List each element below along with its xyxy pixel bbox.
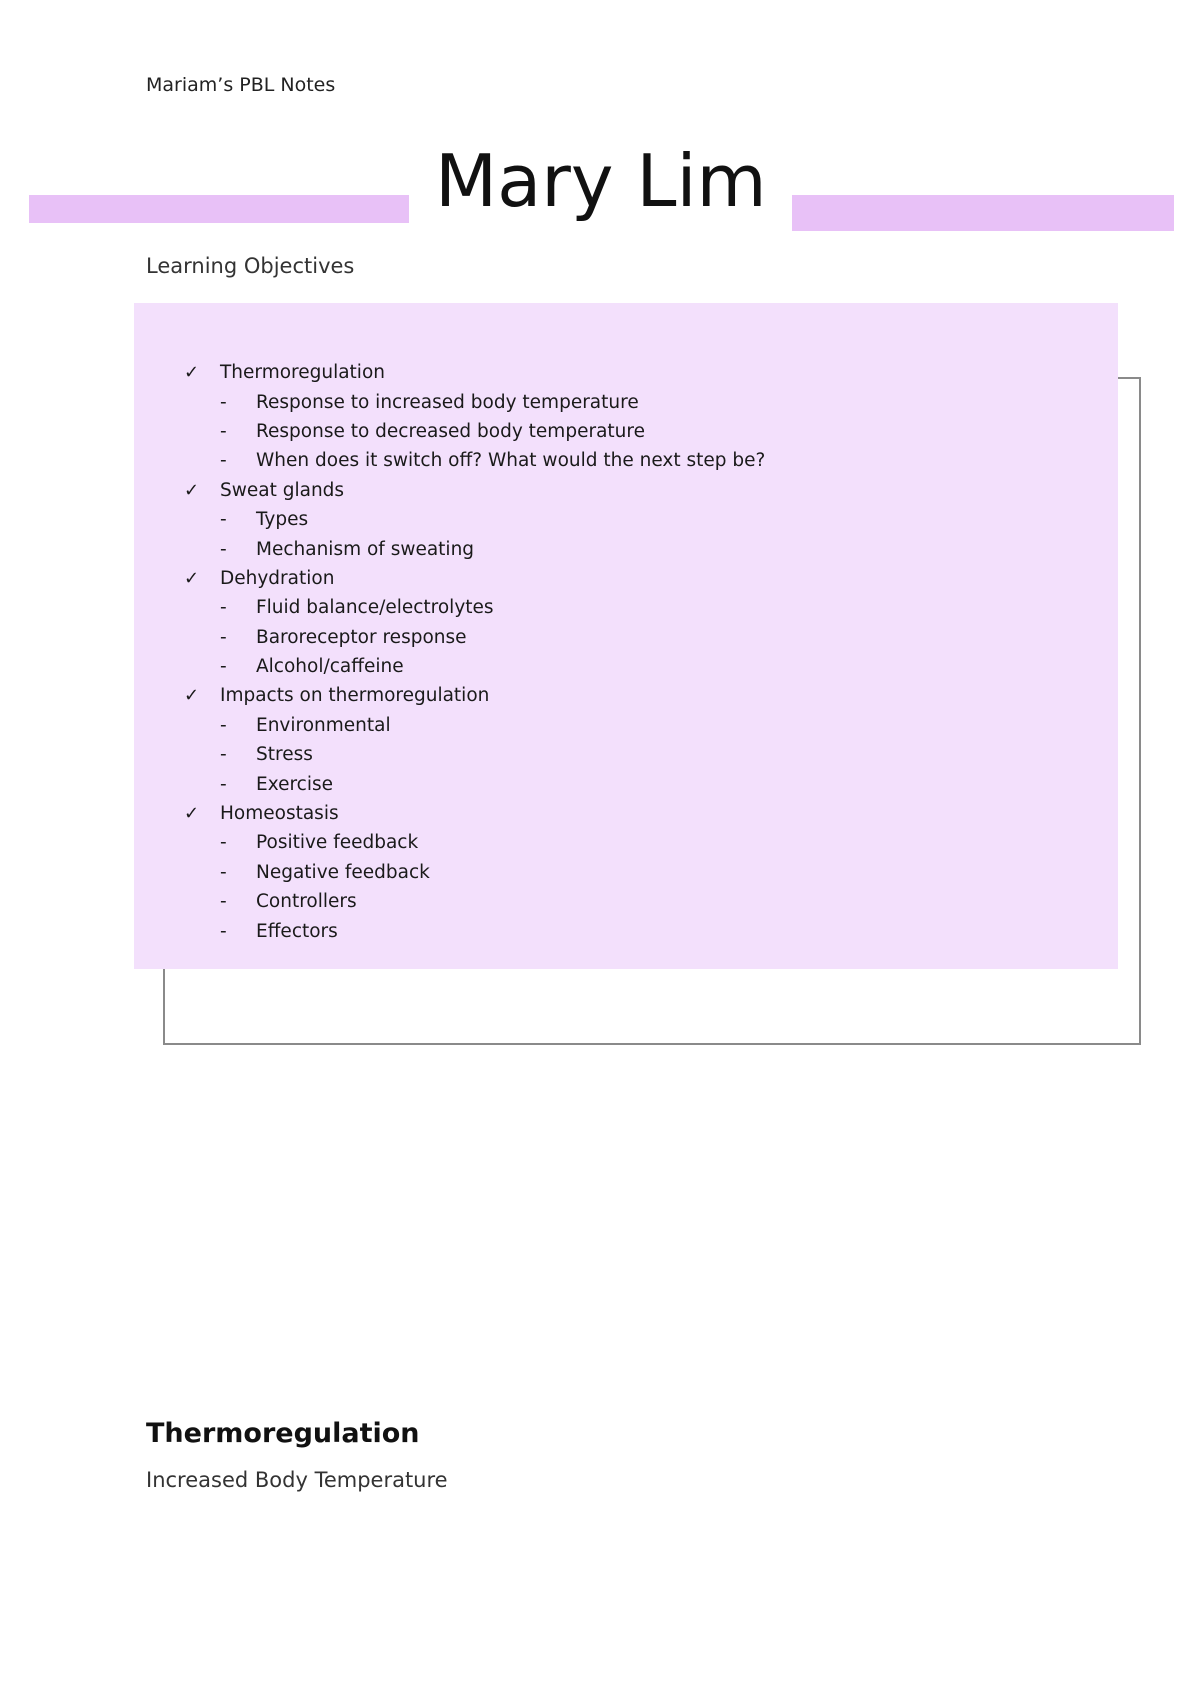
objective-sublist — [184, 711, 1118, 799]
objective-item — [184, 799, 1118, 946]
objective-subitem-label: Controllers — [256, 891, 357, 913]
dash-bullet-icon: - — [220, 509, 227, 531]
dash-bullet-icon: - — [220, 773, 227, 795]
objective-sublist — [184, 828, 1118, 946]
dash-bullet-icon: - — [220, 538, 227, 560]
objective-subitem — [220, 887, 1118, 916]
objective-subitem-label: Effectors — [256, 920, 338, 942]
objective-subitem-label: Types — [256, 509, 309, 531]
objective-subitem-label: Stress — [256, 744, 313, 766]
dash-bullet-icon: - — [220, 891, 227, 913]
learning-objectives-box — [134, 303, 1118, 969]
checkmark-icon: ✓ — [184, 362, 200, 384]
dash-bullet-icon: - — [220, 861, 227, 883]
checkmark-icon: ✓ — [184, 479, 200, 501]
objective-item — [184, 681, 1118, 799]
objective-subitem — [220, 623, 1118, 652]
objective-row — [184, 476, 1118, 505]
objective-subitem — [220, 505, 1118, 534]
objective-row — [184, 358, 1118, 387]
dash-bullet-icon: - — [220, 420, 227, 442]
objective-item — [184, 358, 1118, 476]
dash-bullet-icon: - — [220, 920, 227, 942]
objective-subitem — [220, 740, 1118, 769]
objective-sublist — [184, 593, 1118, 681]
document-title: Mary Lim — [435, 139, 767, 223]
objective-item — [184, 564, 1118, 682]
section-subtitle: Increased Body Temperature — [146, 1468, 448, 1492]
dash-bullet-icon: - — [220, 744, 227, 766]
title-band-right — [792, 195, 1174, 231]
dash-bullet-icon: - — [220, 597, 227, 619]
objective-label: Thermoregulation — [220, 362, 385, 384]
objective-item — [184, 476, 1118, 564]
dash-bullet-icon: - — [220, 832, 227, 854]
dash-bullet-icon: - — [220, 391, 227, 413]
title-band-left — [29, 195, 409, 223]
learning-objectives-heading: Learning Objectives — [146, 254, 355, 278]
objective-subitem — [220, 828, 1118, 857]
objective-subitem — [220, 417, 1118, 446]
dash-bullet-icon: - — [220, 714, 227, 736]
objective-subitem — [220, 769, 1118, 798]
objective-subitem-label: Response to decreased body temperature — [256, 420, 645, 442]
objective-subitem — [220, 387, 1118, 416]
objective-sublist — [184, 387, 1118, 475]
objective-subitem-label: Mechanism of sweating — [256, 538, 475, 560]
objective-subitem — [220, 593, 1118, 622]
header-note: Mariam’s PBL Notes — [146, 74, 336, 96]
section-title: Thermoregulation — [146, 1418, 420, 1449]
objective-label: Sweat glands — [220, 479, 345, 501]
checkmark-icon: ✓ — [184, 567, 200, 589]
checkmark-icon: ✓ — [184, 685, 200, 707]
objective-subitem — [220, 916, 1118, 945]
objective-subitem — [220, 652, 1118, 681]
dash-bullet-icon: - — [220, 656, 227, 678]
objective-label: Dehydration — [220, 567, 335, 589]
objective-subitem-label: Exercise — [256, 773, 333, 795]
objective-sublist — [184, 505, 1118, 564]
objective-subitem-label: Alcohol/caffeine — [256, 656, 404, 678]
objective-subitem-label: Environmental — [256, 714, 391, 736]
objective-subitem — [220, 711, 1118, 740]
objective-subitem-label: Positive feedback — [256, 832, 419, 854]
checkmark-icon: ✓ — [184, 803, 200, 825]
dash-bullet-icon: - — [220, 450, 227, 472]
objective-row — [184, 564, 1118, 593]
objective-subitem-label: Response to increased body temperature — [256, 391, 639, 413]
objectives-list — [184, 358, 1118, 946]
objective-subitem-label: When does it switch off? What would the next step be? — [256, 450, 766, 472]
objective-subitem-label: Baroreceptor response — [256, 626, 467, 648]
dash-bullet-icon: - — [220, 626, 227, 648]
objective-subitem — [220, 534, 1118, 563]
objective-subitem — [220, 858, 1118, 887]
objective-subitem — [220, 446, 1118, 475]
objective-row — [184, 681, 1118, 710]
objective-label: Impacts on thermoregulation — [220, 685, 490, 707]
objective-subitem-label: Fluid balance/electrolytes — [256, 597, 494, 619]
objective-row — [184, 799, 1118, 828]
objective-label: Homeostasis — [220, 803, 339, 825]
objective-subitem-label: Negative feedback — [256, 861, 430, 883]
